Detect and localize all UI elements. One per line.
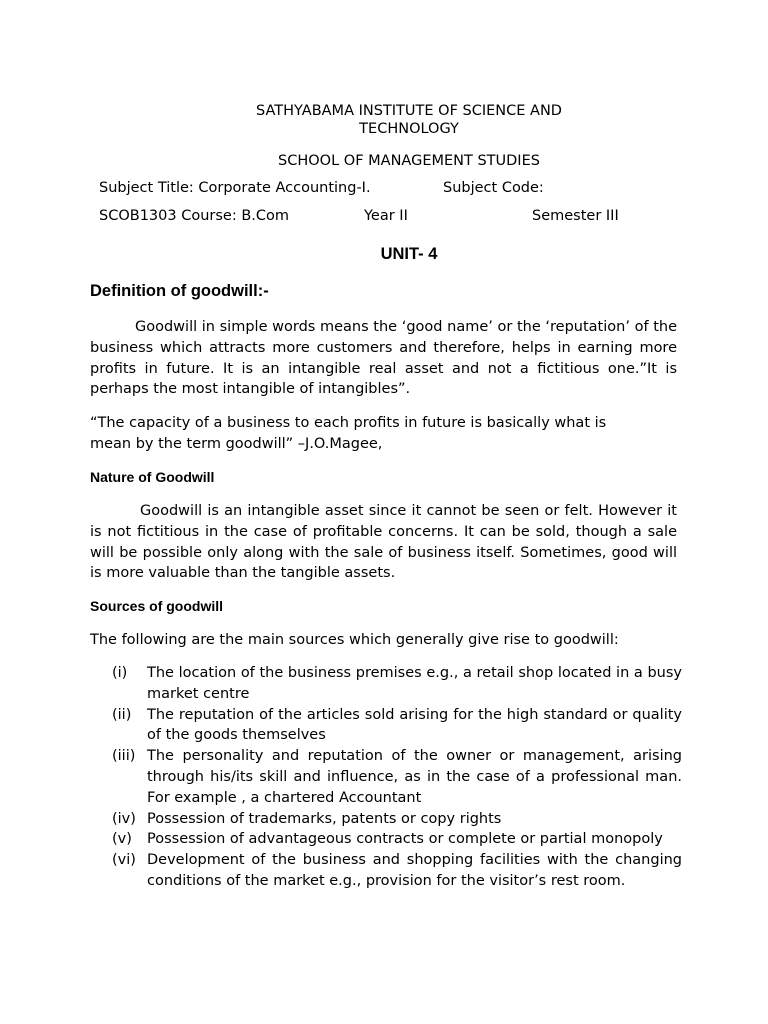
sources-heading: Sources of goodwill xyxy=(90,598,224,614)
subject-code-label: Subject Code: xyxy=(443,180,544,196)
institute-name-line1: SATHYABAMA INSTITUTE OF SCIENCE AND xyxy=(256,103,562,119)
subject-title: Subject Title: Corporate Accounting-I. xyxy=(99,180,371,196)
list-item-number: (iv) xyxy=(112,810,136,827)
definition-paragraph xyxy=(90,317,677,400)
list-item-text: The personality and reputation of the owner or management, arising through his/its skill and influence, as in the case of a professional man. For example , a chartered Accountant xyxy=(147,748,682,806)
definition-paragraph-text: Goodwill in simple words means the ‘good name’ or the ‘reputation’ of the business which attracts more customers and therefore, helps in earning more profits in future. It is an intangible real asset and not a fictitious one.”It is perhaps the most intangible of intangibles”. xyxy=(90,319,677,398)
sources-intro: The following are the main sources which generally give rise to goodwill: xyxy=(90,632,619,648)
nature-heading: Nature of Goodwill xyxy=(90,469,215,485)
institute-name-line2: TECHNOLOGY xyxy=(359,121,459,137)
list-item-text: The reputation of the articles sold arising for the high standard or quality of the goods themselves xyxy=(147,706,682,744)
list-item xyxy=(90,809,682,830)
list-item xyxy=(90,663,682,705)
list-item xyxy=(90,746,682,808)
list-item-number: (iii) xyxy=(112,748,136,765)
list-item-text: The location of the business premises e.g., a retail shop located in a busy market centre xyxy=(147,665,682,702)
list-item-number: (ii) xyxy=(112,706,132,723)
nature-paragraph-text: Goodwill is an intangible asset since it cannot be seen or felt. However it is not fictitious in the case of profitable concerns. It can be sold, though a sale will be possible only along with the sale of business itself. Sometimes, good will is more valuable than the tangible assets. xyxy=(90,503,677,582)
list-item xyxy=(90,850,682,892)
list-item-text: Possession of advantageous contracts or complete or partial monopoly xyxy=(147,831,663,848)
list-item-number: (v) xyxy=(112,831,132,848)
school-name: SCHOOL OF MANAGEMENT STUDIES xyxy=(278,153,540,169)
list-item-text: Development of the business and shopping facilities with the changing conditions of the market e.g., provision for the visitor’s rest room. xyxy=(147,852,682,889)
list-item-number: (i) xyxy=(112,665,128,681)
nature-paragraph xyxy=(90,501,677,584)
semester-info: Semester III xyxy=(532,208,619,224)
sources-list xyxy=(90,663,682,892)
definition-heading: Definition of goodwill:- xyxy=(90,282,269,300)
definition-quote: “The capacity of a business to each profits in future is basically what is mean by the term goodwill” –J.O.Magee, xyxy=(90,415,607,452)
course-info: SCOB1303 Course: B.Com xyxy=(99,208,289,224)
list-item-number: (vi) xyxy=(112,852,136,869)
list-item xyxy=(90,705,682,747)
list-item xyxy=(90,829,682,850)
year-info: Year II xyxy=(364,208,408,224)
list-item-text: Possession of trademarks, patents or copy rights xyxy=(147,810,502,827)
unit-title: UNIT- 4 xyxy=(380,245,438,263)
